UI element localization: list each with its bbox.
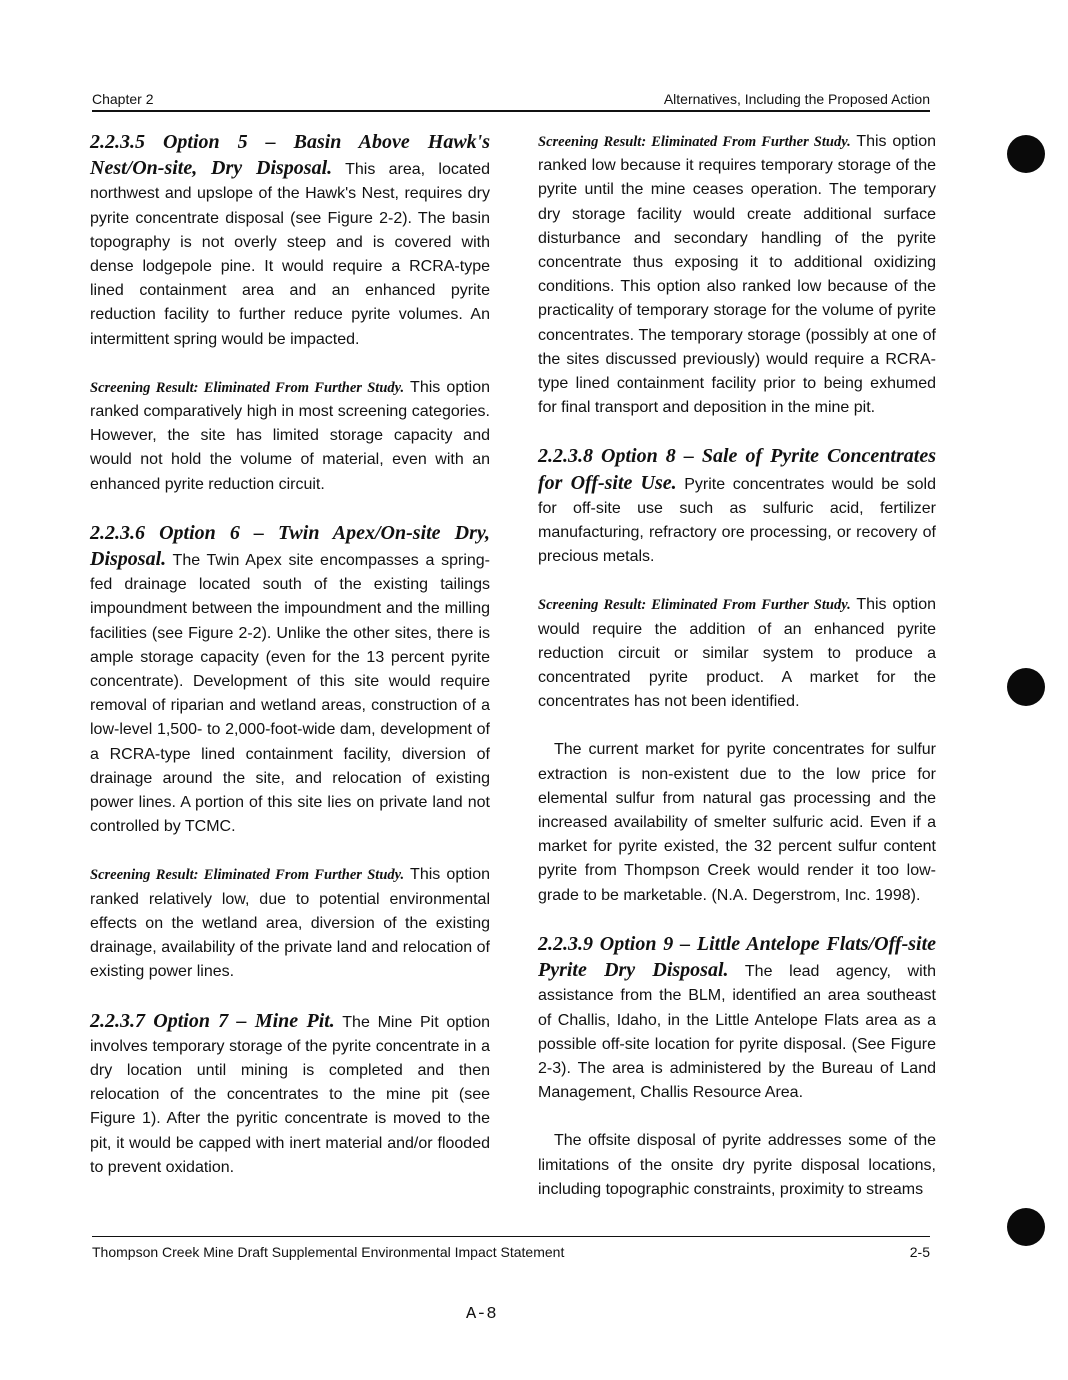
page-number: 2-5 <box>909 1244 930 1260</box>
section-title: Alternatives, Including the Proposed Action <box>663 91 930 107</box>
screening-result-body: This option ranked comparatively high in most screening categories. However, the site has limited storage capacity and would not hold the volume of material, even with an enhanced pyrite reduction circuit. <box>90 378 491 493</box>
option-5-screening <box>90 376 490 497</box>
option-7-body: The Mine Pit option involves temporary storage of the pyrite concentrate in a dry location until mining is completed and then relocation of the concentrates to the mine pit (see Figure 1). After the pyritic concentrate is moved to the pit, it would be capped with inert material and/or flooded to prevent oxidation. <box>90 1013 490 1176</box>
option-5-paragraph <box>90 130 490 352</box>
option-7-heading: 2.2.3.7 Option 7 – Mine Pit. <box>90 1009 335 1032</box>
punch-hole-icon <box>1007 135 1045 173</box>
option-9-heading: 2.2.3.9 Option 9 – Little Antelope Flats/Off-site Pyrite Dry Disposal. <box>538 932 936 982</box>
running-header <box>92 90 930 112</box>
running-footer <box>92 1243 930 1261</box>
option-9-body: The lead agency, with assistance from the BLM, identified an area southeast of Challis, Idaho, in the Little Antelope Flats area as a possible off-site location for pyrite disposal. (See Figure 2-3). The area is administered by the Bureau of Land Management, Challis Resource Area. <box>538 963 937 1102</box>
option-6-heading: 2.2.3.6 Option 6 – Twin Apex/On-site Dry, Disposal. <box>90 521 490 571</box>
screening-result-label: Screening Result: Eliminated From Further Study. <box>538 134 851 150</box>
right-column <box>538 130 936 1226</box>
left-column <box>90 130 490 1204</box>
screening-result-body: This option ranked relatively low, due to potential environmental effects on the wetland area, diversion of the existing drainage, availability of the private land and relocation of existing power lines. <box>90 866 491 981</box>
option-6-paragraph <box>90 521 490 840</box>
appendix-page-label: A-8 <box>466 1305 497 1324</box>
punch-hole-icon <box>1007 668 1045 706</box>
screening-result-body: This option would require the addition of an enhanced pyrite reduction circuit or similar system to produce a concentrated pyrite product. A market for the concentrates has not been identified. <box>538 596 936 711</box>
punch-hole-icon <box>1007 1208 1045 1246</box>
footer-rule <box>92 1236 930 1237</box>
market-paragraph: The current market for pyrite concentrates for sulfur extraction is non-existent due to the low price for elemental sulfur from natural gas processing and the increased availability of smelter sulfuric acid. Even if a market for pyrite existed, the 32 percent sulfur content pyrite from Thompson Creek would render it too low-grade to be marketable. (N.A. Degerstrom, Inc. 1998). <box>538 741 936 904</box>
option-6-screening <box>90 863 490 984</box>
screening-result-label: Screening Result: Eliminated From Further Study. <box>538 597 851 614</box>
option-8-screening <box>538 593 936 714</box>
option-8-body: Pyrite concentrates would be sold for off-site use such as sulfuric acid, fertilizer manufacturing, refractory ore processing, or recovery of precious metals. <box>538 475 936 566</box>
option-6-body: The Twin Apex site encompasses a spring-fed drainage located south of the existing tailings impoundment between the impoundment and the milling facilities (see Figure 2-2). Unlike the other sites, there is ample storage capacity (even for the 13 percent pyrite concentrate). Development of this site would require removal of riparian and wetland areas, construction of a low-level 1,500- to 2,000-foot-wide dam, development of a RCRA-type lined containment facility, diversion of drainage around the site, and relocation of existing power lines. A portion of this site lies on private land not controlled by TCMC. <box>90 552 490 836</box>
option-7-paragraph <box>90 1009 490 1180</box>
screening-result-body: This option ranked low because it requires temporary storage of the pyrite until the mine ceases operation. The temporary dry storage facility would create additional surface disturbance and secondary handling of the pyrite concentrate thus exposing it to additional oxidizing conditions. This option also ranked low because of the practicality of temporary storage for the volume of pyrite concentrates. The temporary storage (possibly at one of the sites discussed previously) would require a RCRA-type lined containment facility prior to being exhumed for final transport and deposition in the mine pit. <box>538 133 936 417</box>
option-8-heading: 2.2.3.8 Option 8 – Sale of Pyrite Concentrates for Off-site Use. <box>538 445 936 494</box>
option-7-screening <box>538 130 936 420</box>
option-5-heading: 2.2.3.5 Option 5 – Basin Above Hawk's Nest/On-site, Dry Disposal. <box>90 131 490 180</box>
chapter-label: Chapter 2 <box>92 91 154 107</box>
option-5-body: This area, located northwest and upslope of the Hawk's Nest, requires dry pyrite concentrate disposal (see Figure 2-2). The basin topography is not overly steep and is covered with dense lodgepole pine. It would require a RCRA-type lined containment area and an enhanced pyrite reduction facility to further reduce pyrite volumes. An intermittent spring would be impacted. <box>90 161 490 348</box>
screening-result-label: Screening Result: Eliminated From Further Study. <box>90 379 405 396</box>
option-9-paragraph <box>538 932 936 1105</box>
document-title: Thompson Creek Mine Draft Supplemental Environmental Impact Statement <box>92 1244 565 1260</box>
option-8-paragraph <box>538 444 936 569</box>
screening-result-label: Screening Result: Eliminated From Further Study. <box>90 867 405 884</box>
offsite-paragraph: The offsite disposal of pyrite addresses some of the limitations of the onsite dry pyrite disposal locations, including topographic constraints, proximity to streams <box>538 1132 936 1198</box>
